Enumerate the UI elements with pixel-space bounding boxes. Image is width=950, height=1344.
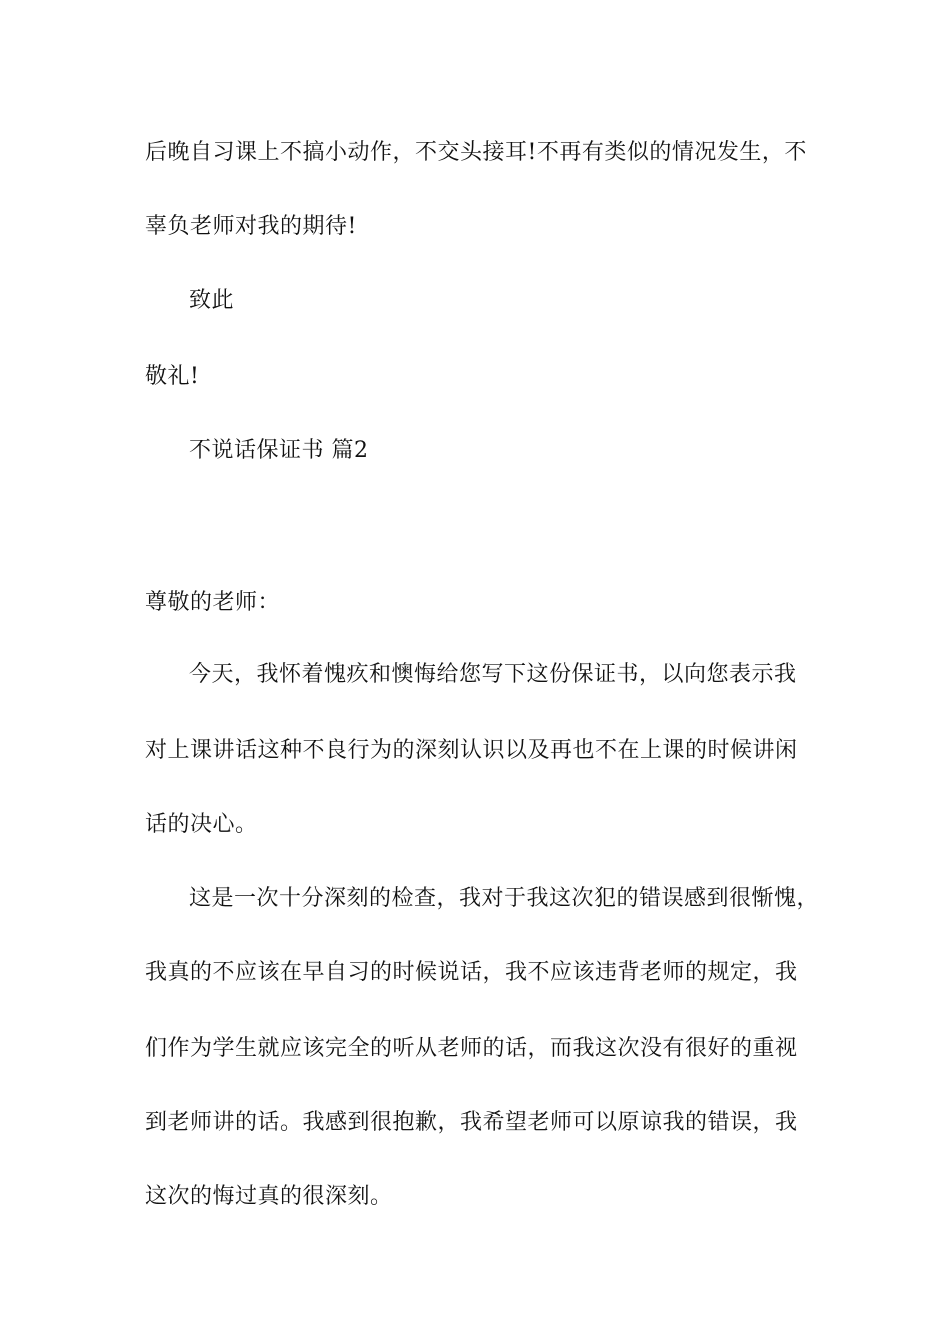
section-title: 不说话保证书 篇2 bbox=[189, 438, 369, 463]
paragraph-line: 我真的不应该在早自习的时候说话，我不应该违背老师的规定，我 bbox=[145, 960, 798, 985]
paragraph-line: 这次的悔过真的很深刻。 bbox=[145, 1184, 393, 1209]
paragraph-line: 后晚自习课上不搞小动作，不交头接耳!不再有类似的情况发生，不 bbox=[145, 140, 807, 165]
paragraph-line: 辜负老师对我的期待! bbox=[145, 214, 357, 239]
paragraph-line: 对上课讲话这种不良行为的深刻认识以及再也不在上课的时候讲闲 bbox=[145, 738, 798, 763]
closing-salutation: 致此 bbox=[189, 288, 235, 313]
letter-greeting: 尊敬的老师： bbox=[145, 590, 281, 615]
paragraph-line: 话的决心。 bbox=[145, 812, 258, 837]
paragraph-line: 这是一次十分深刻的检查，我对于我这次犯的错误感到很惭愧， bbox=[189, 886, 820, 911]
closing-regards: 敬礼! bbox=[145, 364, 200, 389]
paragraph-line: 今天，我怀着愧疚和懊悔给您写下这份保证书，以向您表示我 bbox=[189, 662, 797, 687]
paragraph-line: 到老师讲的话。我感到很抱歉，我希望老师可以原谅我的错误，我 bbox=[145, 1110, 798, 1135]
paragraph-line: 们作为学生就应该完全的听从老师的话，而我这次没有很好的重视 bbox=[145, 1036, 798, 1061]
